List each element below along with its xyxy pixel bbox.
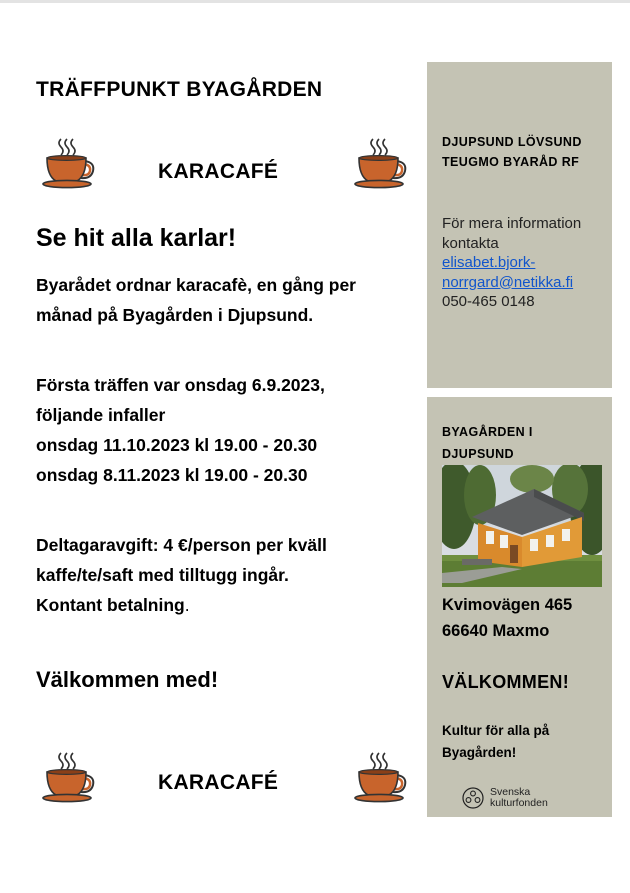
info-line: kontakta <box>442 234 499 252</box>
address-line: 66640 Maxmo <box>442 622 550 640</box>
venue-address <box>442 592 572 644</box>
text-line: onsdag 11.10.2023 kl 19.00 - 20.30 <box>36 435 318 455</box>
info-line: För mera information <box>442 215 582 232</box>
organization-name <box>442 132 582 172</box>
venue-line: DJUPSUND <box>442 447 514 461</box>
welcome-text: Välkommen med! <box>36 667 219 692</box>
sponsor-name <box>490 787 548 809</box>
byagarden-photo <box>442 465 602 587</box>
top-border <box>0 0 630 3</box>
karacafe-heading-bottom: KARACAFÉ <box>158 771 279 794</box>
karacafe-heading-top: KARACAFÉ <box>158 160 279 183</box>
headline: Se hit alla karlar! <box>36 224 237 252</box>
contact-info <box>442 214 581 312</box>
text-line: kaffe/te/saft med tilltugg ingår. <box>36 565 289 585</box>
schedule-paragraph <box>36 370 421 490</box>
slogan-line: Byagården! <box>442 745 517 760</box>
venue-panel <box>427 397 612 817</box>
text-line: onsdag 8.11.2023 kl 19.00 - 20.30 <box>36 465 308 485</box>
coffee-cup-icon <box>40 136 98 190</box>
venue-line: BYAGÅRDEN I <box>442 425 533 439</box>
text-line: Byarådet ordnar karacafè, en gång per <box>36 275 356 295</box>
kulturfonden-logo-icon <box>462 787 484 809</box>
text-line: Första träffen var onsdag 6.9.2023, <box>36 375 325 395</box>
venue-name <box>442 421 533 465</box>
welcome-heading: VÄLKOMMEN! <box>442 672 569 692</box>
org-line: DJUPSUND LÖVSUND <box>442 135 582 149</box>
org-line: TEUGMO BYARÅD RF <box>442 155 580 169</box>
text-line: månad på Byagården i Djupsund. <box>36 305 314 325</box>
period: . <box>184 595 190 615</box>
text-line <box>36 590 421 620</box>
coffee-cup-icon <box>352 136 410 190</box>
coffee-cup-icon <box>352 750 410 804</box>
text-line: följande infaller <box>36 405 166 425</box>
payment-text: Kontant betalning <box>36 595 185 615</box>
culture-slogan <box>442 720 549 764</box>
address-line: Kvimovägen 465 <box>442 596 573 614</box>
slogan-line: Kultur för alla på <box>442 723 550 738</box>
text-line: Deltagaravgift: 4 €/person per kväll <box>36 535 327 555</box>
contact-panel <box>427 62 612 388</box>
sponsor-line: Svenska <box>490 786 531 798</box>
phone-number: 050-465 0148 <box>442 293 535 310</box>
email-link[interactable]: norrgard@netikka.fi <box>442 273 574 291</box>
page-title: TRÄFFPUNKT BYAGÅRDEN <box>36 78 323 101</box>
sponsor-logo <box>462 787 548 809</box>
email-link[interactable]: elisabet.bjork- <box>442 254 536 271</box>
coffee-cup-icon <box>40 750 98 804</box>
sponsor-line: kulturfonden <box>490 797 548 809</box>
intro-paragraph <box>36 270 421 330</box>
fee-paragraph <box>36 530 421 620</box>
